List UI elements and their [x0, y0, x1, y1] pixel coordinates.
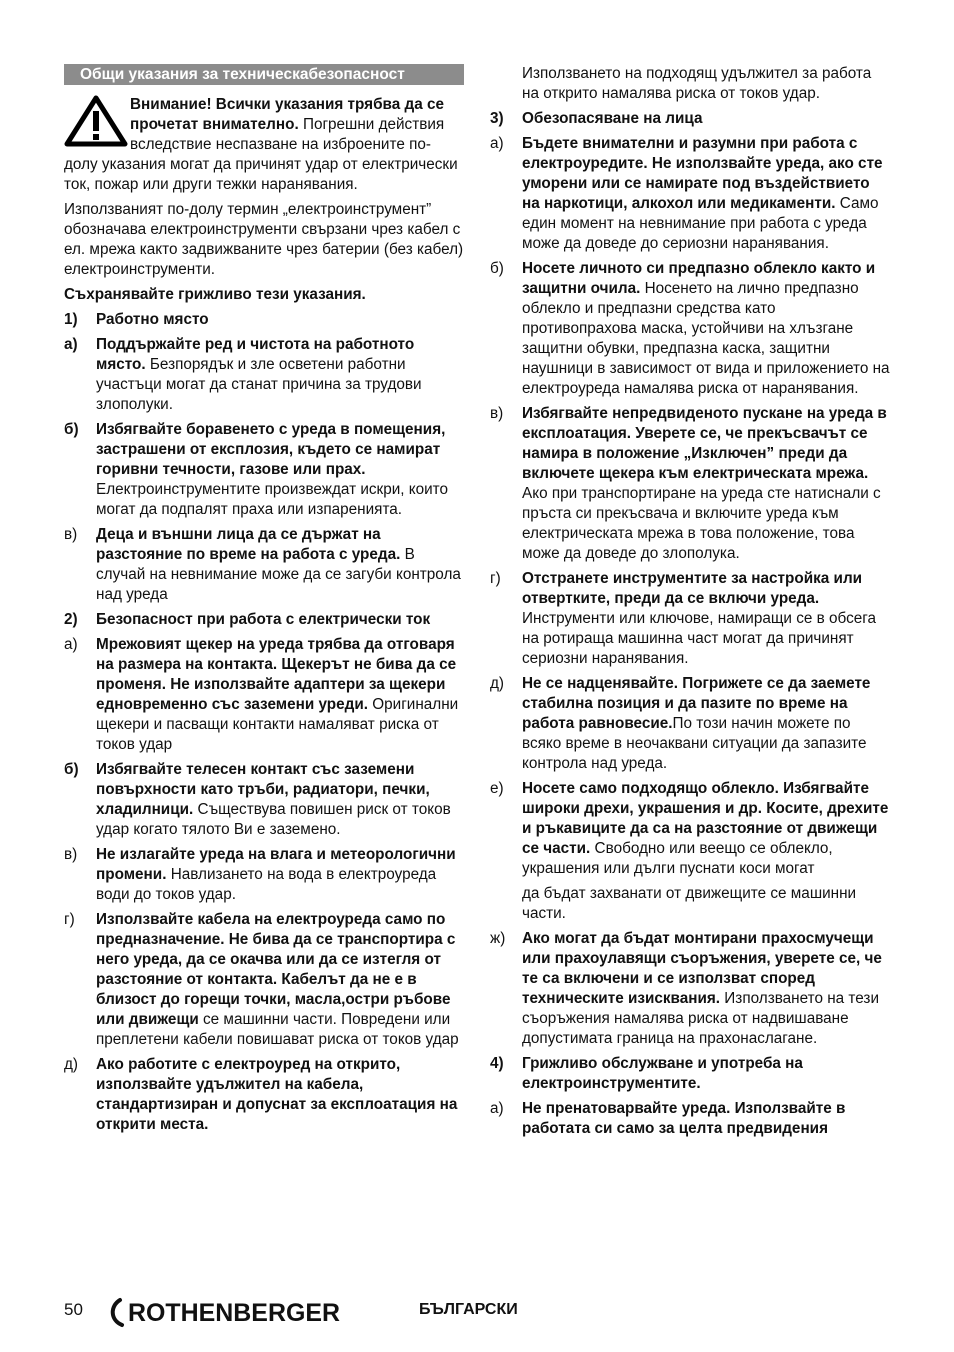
item-label: в) [490, 405, 504, 422]
item-bold: Избягвайте непредвиденото пускане на уреда в експлоатация. Уверете се, че прекъсвачът се намира в положение „Изключен” преди да включете щекера към електрическата мрежа. [522, 405, 887, 482]
item-text [96, 610, 464, 630]
item-label: 2) [64, 611, 78, 628]
item-bold: Грижливо обслужване и употреба на електроинструментите. [522, 1055, 803, 1092]
item-bold: Деца и външни лица да се държат на разстояние по време на работа с уреда. [96, 526, 401, 563]
item-bold: Работно място [96, 311, 209, 328]
list-item [490, 1099, 890, 1139]
item-normal: Свободно или веещо се облекло, украшения или дълги пуснати коси могат [522, 840, 833, 877]
list-item [64, 760, 464, 840]
item-bold: Ако работите с електроуред на открито, използвайте удължител на кабела, стандартизиран и допуснат за експлоатация на открити места. [96, 1056, 458, 1133]
item-label: д) [64, 1056, 79, 1073]
warning-triangle-icon [64, 95, 128, 147]
item-text [96, 310, 464, 330]
item-normal: Използването на тези съоръжения намалява риска от надвишаване допустимата граница на прахонаслагане. [522, 990, 879, 1047]
item-label: 1) [64, 311, 78, 328]
list-item [490, 134, 890, 254]
item-label: 4) [490, 1055, 504, 1072]
item-normal: Ако при транспортиране на уреда сте натиснали с пръста си прекъсвача и включите уреда към електрическата мрежа в това положение, това може да доведе до злополука. [522, 485, 881, 562]
list-item [64, 910, 464, 1050]
item-bold: Ако могат да бъдат монтирани прахосмучещи или прахоулавящи съоръжения, уверете се, че те са включени и се използват според техническите изисквания. [522, 930, 882, 1007]
item-text [522, 134, 890, 254]
item-text [522, 779, 890, 879]
item-normal: В случай на невнимание може да се загуби контрола над уреда [96, 546, 461, 603]
item-bold: Използвайте кабела на електроуреда само по предназначение. Не бива да се транспортира с него уреда, да се окачва или да се изтегля от разстояние от контакта. Кабелът да не е в близост до горещи точки, масла,остри ръбове или движещи [96, 911, 456, 1028]
item-label: 3) [490, 110, 504, 127]
warning-text: Погрешни действия вследствие неспазване на изброените по-долу указания могат да причинят удар от електрически ток, пожар или други тежки наранявания. [64, 116, 458, 193]
language-label: БЪЛГАРСКИ [419, 1301, 518, 1318]
list-item [64, 525, 464, 605]
item-bold: Обезопасяване на лица [522, 110, 703, 127]
item-text [96, 335, 464, 415]
item-normal: Носенето на лично предпазно облекло и предпазни средства като противопрахова маска, устойчиви на хлъзгане защитни обувки, предпазна каска, защитни наушници в зависимост от вида и приложението на електроуреда намалява риска от наранявания. [522, 280, 890, 397]
right-column [490, 64, 890, 1144]
page-footer [64, 1298, 894, 1327]
keep-instructions: Съхранявайте грижливо тези указания. [64, 286, 366, 303]
list-item [490, 929, 890, 1049]
list-item [64, 845, 464, 905]
item-bold: Избягвайте телесен контакт със заземени повърхности като тръби, радиатори, печки, хладилници. [96, 761, 430, 818]
item-label: г) [490, 570, 501, 587]
list-item [64, 310, 464, 330]
item-normal: се машинни части. Повредени или преплетени кабели повишават риска от токов удар [96, 1011, 459, 1048]
left-item-list [64, 310, 464, 1135]
item-text [96, 635, 464, 755]
list-item [64, 420, 464, 520]
item-text [96, 420, 464, 520]
item-text [522, 1054, 890, 1094]
item-label: в) [64, 846, 78, 863]
list-item [490, 1054, 890, 1094]
list-item [64, 1055, 464, 1135]
item-label: а) [64, 636, 78, 653]
item-label: б) [64, 761, 79, 778]
item-label: г) [64, 911, 75, 928]
item-bold: Бъдете внимателни и разумни при работа с електроуредите. Не използвайте уреда, ако сте уморени или се намирате под въздействието на наркотици, алкохол или медикаменти. [522, 135, 883, 212]
item-text [96, 1055, 464, 1135]
list-item [490, 404, 890, 564]
item-text [522, 674, 890, 774]
list-item [64, 335, 464, 415]
list-item [490, 779, 890, 879]
term-paragraph: Използваният по-долу термин „електроинструмент” обозначава електроинструменти свързани чрез кабел с ел. мрежа както задвижваните чрез батерии (без кабел) електроинструменти. [64, 201, 464, 278]
item-normal: Навлизането на вода в електроуреда води до токов удар. [96, 866, 437, 903]
item-label: в) [64, 526, 78, 543]
item-bold: Избягвайте боравенето с уреда в помещения, застрашени от експлозия, където се намират горивни течности, газове или прах. [96, 421, 446, 478]
item-text [96, 525, 464, 605]
item-bold: Не излагайте уреда на влага и метеорологични промени. [96, 846, 456, 883]
item-bold: Отстранете инструментите за настройка или отвертките, преди да се включи уреда. [522, 570, 863, 607]
item-text [522, 259, 890, 399]
warning-bold: Внимание! Всички указания трябва да се прочетат внимателно. [130, 96, 444, 133]
right-item-list-2 [490, 929, 890, 1139]
item-label: б) [490, 260, 504, 277]
item-normal: Само един момент на невнимание при работа с уреда може да доведе до сериозни наранявания. [522, 195, 879, 252]
item-text [96, 760, 464, 840]
list-item [490, 259, 890, 399]
item-text [522, 1099, 890, 1139]
list-item [490, 109, 890, 129]
item-label: а) [490, 135, 504, 152]
item-bold: Не се надценявайте. Погрижете се да заемете стабилна позиция и да пазите по време на работа равновесие. [522, 675, 871, 732]
warning-paragraph [64, 95, 464, 195]
item-label: д) [490, 675, 505, 692]
right-item-list [490, 109, 890, 879]
item-normal: Оригинални щекери и пасващи контакти намаляват риска от токов удар [96, 696, 459, 753]
item-label: ж) [490, 930, 506, 947]
list-item [64, 610, 464, 630]
item-text [522, 404, 890, 564]
rothenberger-logo [106, 1294, 346, 1328]
item-bold: Безопасност при работа с електрически ток [96, 611, 431, 628]
continuation-e: да бъдат захванати от движещите се машинни части. [522, 885, 857, 922]
item-bold: Мрежовият щекер на уреда трябва да отговаря на размера на контакта. Щекерът не бива да се променя. Не използвайте адаптери за щекери едновременно със заземени уреди. [96, 636, 457, 713]
item-text [96, 910, 464, 1050]
item-bold: Поддържайте ред и чистота на работното място. [96, 336, 415, 373]
item-bold: Не пренатоварвайте уреда. Използвайте в работата си само за целта предвидения [522, 1100, 846, 1137]
list-item [490, 674, 890, 774]
svg-text:ROTHENBERGER: ROTHENBERGER [128, 1299, 340, 1327]
item-label: а) [490, 1100, 504, 1117]
item-normal: Инструменти или ключове, намиращи се в обсега на ротираща машинна част могат да причинят сериозни наранявания. [522, 610, 877, 667]
item-normal: Съществува повишен риск от токов удар когато тялото Ви е заземено. [96, 801, 451, 838]
item-label: б) [64, 421, 79, 438]
list-item [490, 569, 890, 669]
section-title: Общи указания за техническабезопасност [64, 64, 464, 85]
continuation-paragraph: Използването на подходящ удължител за работа на открито намалява риска от токов удар. [522, 65, 872, 102]
item-label: а) [64, 336, 78, 353]
item-text [522, 569, 890, 669]
item-label: е) [490, 780, 504, 797]
item-normal: Безпорядък и зле осветени работни участъци могат да станат причина за трудови злополуки. [96, 356, 422, 413]
item-bold: Носете личното си предпазно облекло както и защитни очила. [522, 260, 876, 297]
item-text [522, 109, 890, 129]
item-normal: Електроинструментите произвеждат искри, които могат да подпалят праха или изпаренията. [96, 481, 449, 518]
page-number: 50 [64, 1300, 83, 1319]
item-bold: Носете само подходящо облекло. Избягвайте широки дрехи, украшения и др. Косите, дрехите и ръкавиците да са на разстояние от движещи се части. [522, 780, 889, 857]
item-text [522, 929, 890, 1049]
list-item [64, 635, 464, 755]
item-text [96, 845, 464, 905]
item-normal: По този начин можете по всяко време в неочаквани ситуации да запазите контрола над уреда. [522, 715, 867, 772]
left-column [64, 64, 464, 1140]
